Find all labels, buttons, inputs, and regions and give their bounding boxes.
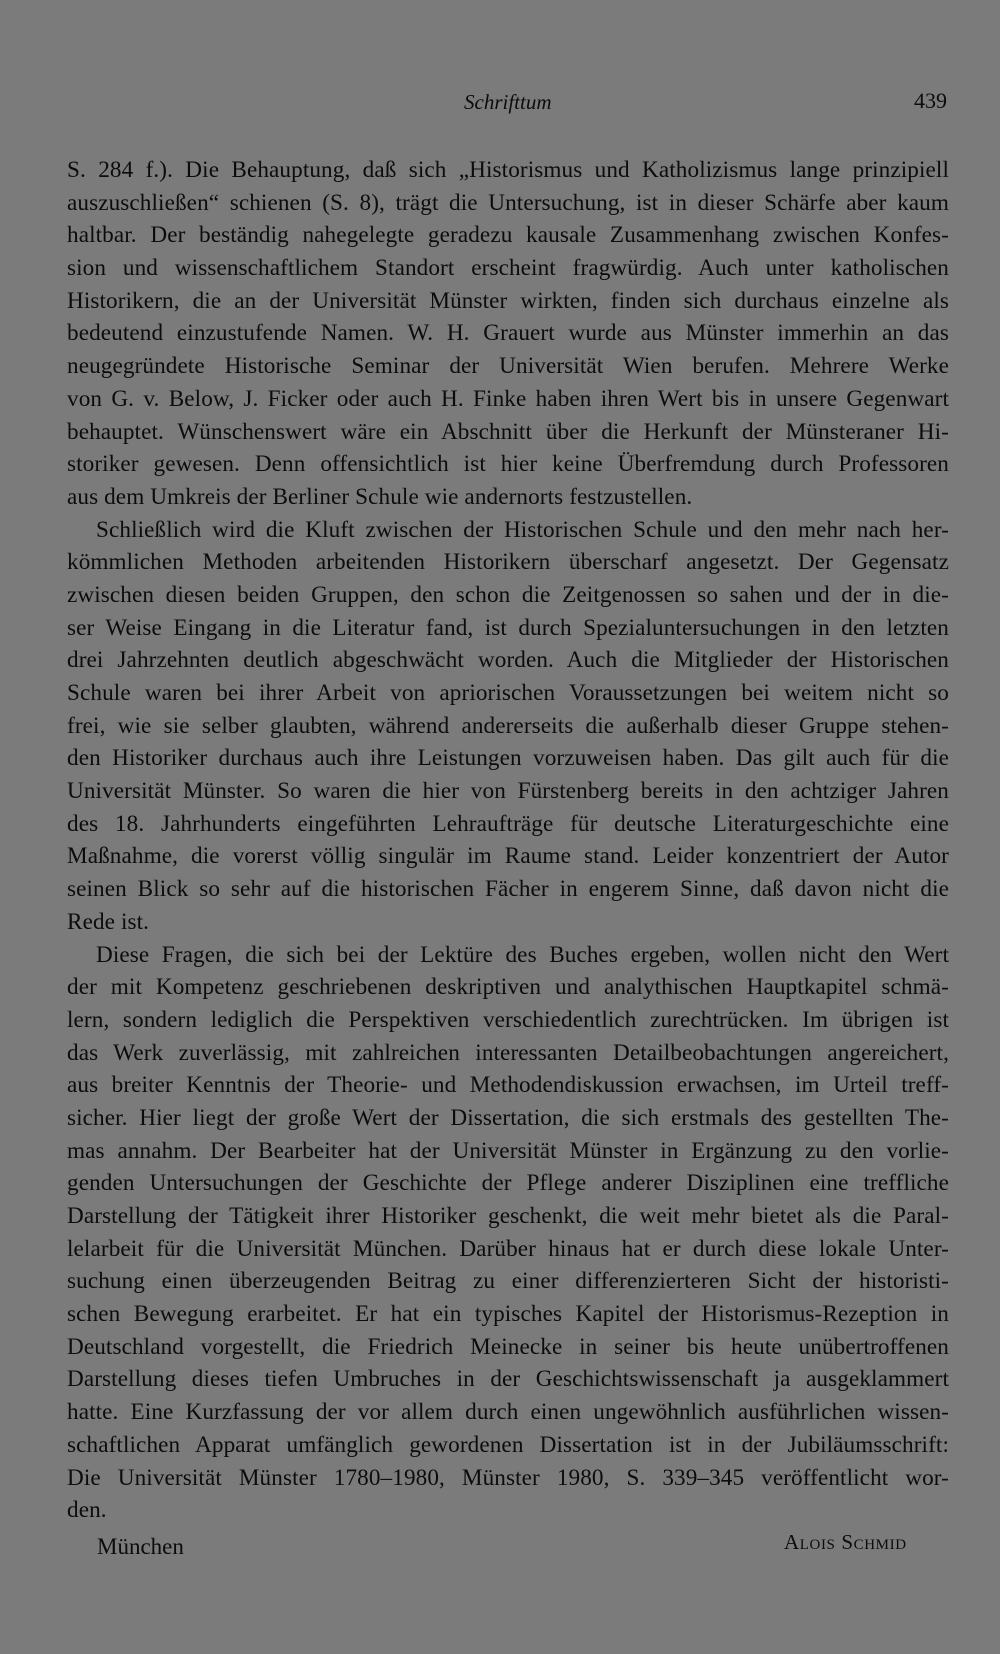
running-title: Schrifttum	[464, 90, 552, 114]
text-line: hatte. Eine Kurzfassung der vor allem durch einen ungewöhnlich ausführlichen wissen-	[67, 1399, 949, 1426]
text-line: genden Untersuchungen der Geschichte der Pflege anderer Disziplinen eine treffliche	[67, 1170, 949, 1197]
text-line: zwischen diesen beiden Gruppen, den schon die Zeitgenossen so sahen und der in die-	[67, 581, 949, 608]
text-line: schen Bewegung erarbeitet. Er hat ein typisches Kapitel der Historismus-Rezeption in	[67, 1301, 949, 1328]
text-line: aus dem Umkreis der Berliner Schule wie andernorts festzustellen.	[67, 483, 693, 510]
paragraph	[67, 939, 949, 1527]
review-body-text	[67, 154, 949, 1527]
text-line: lern, sondern lediglich die Perspektiven verschiedentlich zurechtrücken. Im übrigen ist	[67, 1006, 949, 1033]
text-line: kömmlichen Methoden arbeitenden Historikern überscharf angesetzt. Der Gegensatz	[67, 549, 949, 576]
text-line: suchung einen überzeugenden Beitrag zu einer differenzierteren Sicht der historisti-	[67, 1268, 949, 1295]
text-line: Schließlich wird die Kluft zwischen der Historischen Schule und den mehr nach her-	[96, 516, 949, 543]
text-line: frei, wie sie selber glaubten, während andererseits die außerhalb dieser Gruppe stehen-	[67, 712, 949, 739]
text-line: aus breiter Kenntnis der Theorie- und Methodendiskussion erwachsen, im Urteil treff-	[67, 1072, 949, 1099]
text-line: Rede ist.	[67, 908, 150, 935]
text-line: Universität Münster. So waren die hier von Fürstenberg bereits in den achtziger Jahren	[67, 778, 949, 805]
text-line: neugegründete Historische Seminar der Universität Wien berufen. Mehrere Werke	[67, 353, 949, 380]
text-line: haltbar. Der beständig nahegelegte geradezu kausale Zusammenhang zwischen Konfes-	[67, 222, 949, 249]
text-line: Diese Fragen, die sich bei der Lektüre des Buches ergeben, wollen nicht den Wert	[96, 941, 949, 968]
text-line: den Historiker durchaus auch ihre Leistungen vorzuweisen haben. Das gilt auch für die	[67, 745, 949, 772]
text-line: Darstellung dieses tiefen Umbruches in der Geschichtswissenschaft ja ausgeklammert	[67, 1366, 949, 1393]
text-line: drei Jahrzehnten deutlich abgeschwächt worden. Auch die Mitglieder der Historischen	[67, 647, 949, 674]
text-line: des 18. Jahrhunderts eingeführten Lehraufträge für deutsche Literaturgeschichte eine	[67, 810, 949, 837]
text-line: S. 284 f.). Die Behauptung, daß sich „Historismus und Katholizismus lange prinzipiell	[67, 157, 949, 183]
text-line: Historikern, die an der Universität Münster wirkten, finden sich durchaus einzelne als	[67, 287, 949, 314]
text-line: seinen Blick so sehr auf die historischen Fächer in engerem Sinne, daß davon nicht die	[67, 876, 949, 903]
text-line: auszuschließen“ schienen (S. 8), trägt die Untersuchung, ist in dieser Schärfe aber kaum	[67, 189, 949, 216]
text-line: lelarbeit für die Universität München. Darüber hinaus hat er durch diese lokale Unter-	[67, 1235, 949, 1262]
text-line: schaftlichen Apparat umfänglich gewordenen Dissertation ist in der Jubiläumsschrift:	[67, 1431, 949, 1458]
page-number: 439	[914, 88, 947, 113]
text-line: bedeutend einzustufende Namen. W. H. Grauert wurde aus Münster immerhin an das	[67, 320, 949, 347]
author-name: Alois Schmid	[784, 1530, 907, 1554]
text-line: von G. v. Below, J. Ficker oder auch H. Finke haben ihren Wert bis in unsere Gegenwart	[67, 385, 949, 412]
page-header	[0, 86, 1000, 118]
text-line: Schule waren bei ihrer Arbeit von apriorischen Voraussetzungen bei weitem nicht so	[67, 680, 949, 706]
text-line: den.	[67, 1497, 107, 1524]
paragraph	[67, 154, 949, 514]
text-line: sion und wissenschaftlichem Standort erscheint fragwürdig. Auch unter katholischen	[67, 255, 949, 282]
text-line: das Werk zuverlässig, mit zahlreichen interessanten Detailbeobachtungen angereichert,	[67, 1039, 949, 1066]
text-line: sicher. Hier liegt der große Wert der Dissertation, die sich erstmals des gestellten The-	[67, 1104, 949, 1131]
text-line: der mit Kompetenz geschriebenen deskriptiven und analythischen Hauptkapitel schmä-	[67, 974, 949, 1001]
text-line: Maßnahme, die vorerst völlig singulär im Raume stand. Leider konzentriert der Autor	[67, 843, 949, 870]
place-name: München	[97, 1534, 184, 1559]
text-line: ser Weise Eingang in die Literatur fand, ist durch Spezialuntersuchungen in den letzten	[67, 614, 949, 641]
text-line: storiker gewesen. Denn offensichtlich ist hier keine Überfremdung durch Professoren	[67, 451, 949, 478]
text-line: Die Universität Münster 1780–1980, Münster 1980, S. 339–345 veröffentlicht wor-	[67, 1464, 949, 1491]
text-line: Darstellung der Tätigkeit ihrer Historiker geschenkt, die weit mehr bietet als die Paral-	[67, 1203, 949, 1229]
signature-block	[0, 1530, 1000, 1568]
text-line: behauptet. Wünschenswert wäre ein Abschnitt über die Herkunft der Münsteraner Hi-	[67, 418, 949, 445]
text-line: Deutschland vorgestellt, die Friedrich Meinecke in seiner bis heute unübertroffenen	[67, 1333, 949, 1360]
paragraph	[67, 514, 949, 939]
text-line: mas annahm. Der Bearbeiter hat der Universität Münster in Ergänzung zu den vorlie-	[67, 1137, 949, 1164]
